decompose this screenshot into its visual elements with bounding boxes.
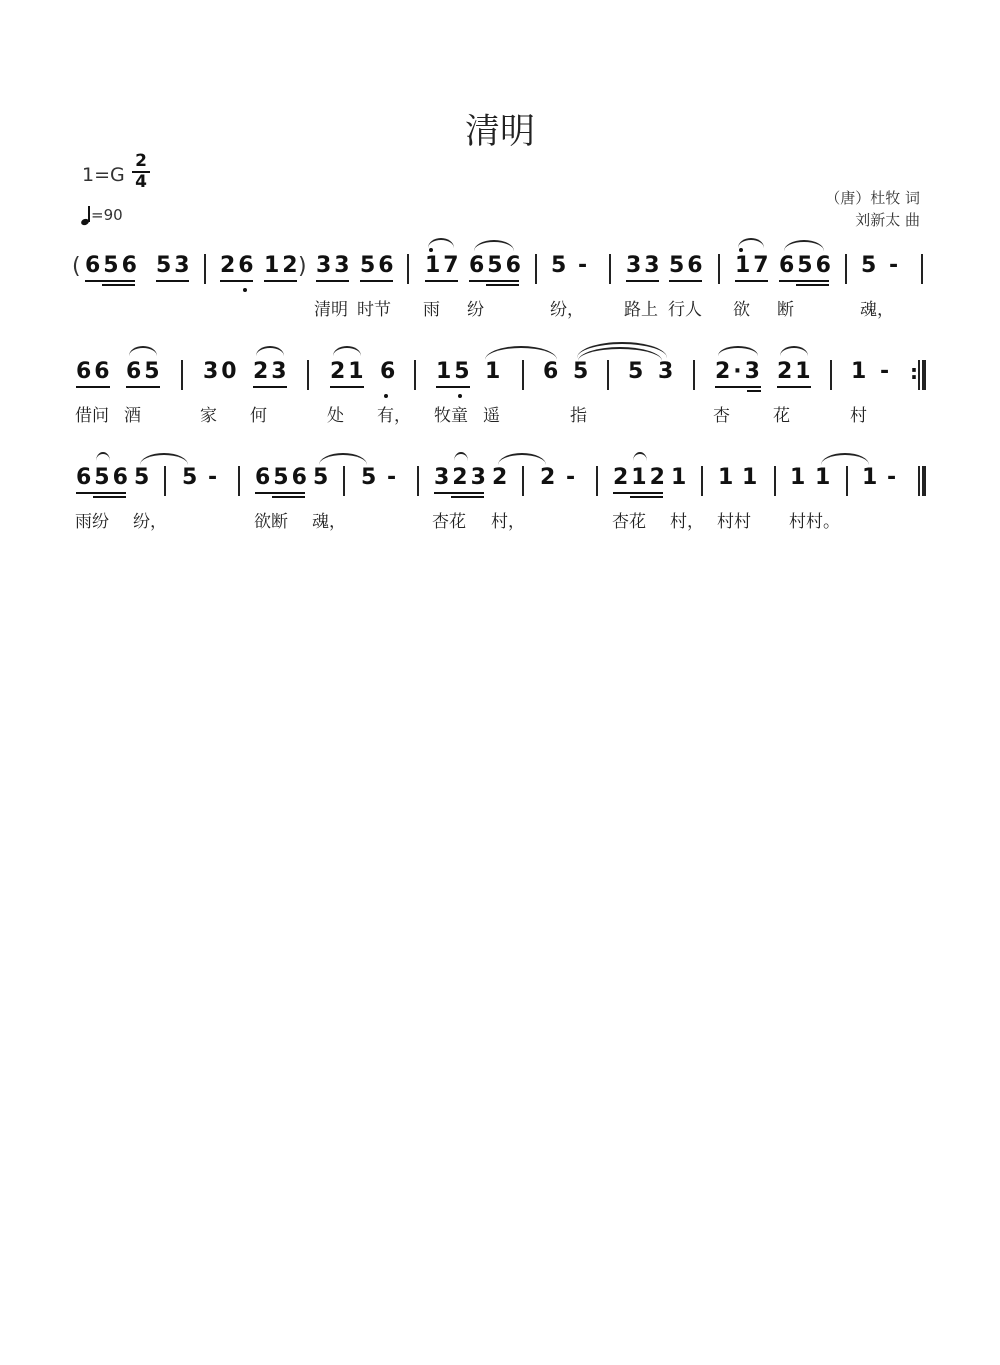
lyric: 断 bbox=[777, 300, 794, 320]
bar-line bbox=[607, 360, 609, 390]
dash: - bbox=[387, 465, 400, 490]
score-line-3 bbox=[0, 462, 1000, 552]
lyric: 杏花 bbox=[432, 512, 466, 532]
underline bbox=[735, 280, 768, 282]
paren-open: ( bbox=[72, 254, 81, 279]
bar-line bbox=[609, 254, 611, 284]
final-bar-line bbox=[922, 360, 926, 390]
note-group: 212 bbox=[613, 465, 668, 490]
lyric: 路上 bbox=[624, 300, 658, 320]
note-group: 26 bbox=[220, 253, 257, 278]
score-line-2 bbox=[0, 356, 1000, 446]
slur bbox=[474, 240, 514, 251]
note-group: 656 bbox=[76, 465, 131, 490]
paren-close: ) bbox=[298, 254, 307, 279]
note-group: 17 bbox=[425, 253, 462, 278]
lyric: 杏花 bbox=[612, 512, 646, 532]
note-group: 656 bbox=[469, 253, 524, 278]
note: 1 bbox=[862, 465, 881, 490]
underline bbox=[316, 280, 349, 282]
slur bbox=[428, 238, 454, 248]
bar-line bbox=[535, 254, 537, 284]
dash: - bbox=[208, 465, 221, 490]
underline bbox=[669, 280, 702, 282]
note-group: 323 bbox=[434, 465, 489, 490]
bar-line bbox=[830, 360, 832, 390]
note: 5 bbox=[313, 465, 332, 490]
note: 1 bbox=[742, 465, 761, 490]
underline bbox=[220, 280, 253, 282]
note: 5 bbox=[134, 465, 153, 490]
note-group: 656 bbox=[779, 253, 834, 278]
quarter-note-icon bbox=[81, 205, 91, 225]
note-group: 656 bbox=[85, 253, 140, 278]
dash: - bbox=[887, 465, 900, 490]
dash: - bbox=[578, 253, 591, 278]
bar-line bbox=[596, 466, 598, 496]
note: 5 bbox=[182, 465, 201, 490]
lyric: 借问 bbox=[75, 406, 109, 426]
bar-line bbox=[918, 360, 920, 390]
note: 6 bbox=[380, 359, 399, 384]
score-line-1 bbox=[0, 250, 1000, 340]
underline bbox=[613, 492, 663, 494]
bar-line bbox=[204, 254, 206, 284]
time-signature-top: 2 bbox=[135, 151, 147, 171]
slur bbox=[784, 240, 824, 251]
note: 1 bbox=[815, 465, 834, 490]
double-underline bbox=[272, 496, 305, 498]
underline bbox=[779, 280, 829, 282]
lyric: 杏 bbox=[713, 406, 730, 426]
slur bbox=[96, 452, 110, 461]
repeat-sign: : bbox=[910, 360, 918, 384]
underline bbox=[330, 386, 364, 388]
lyric: 雨 bbox=[423, 300, 440, 320]
lyric: 村， bbox=[670, 512, 704, 532]
bar-line bbox=[918, 466, 920, 496]
key-signature: 1=G bbox=[82, 164, 125, 186]
bar-line bbox=[701, 466, 703, 496]
lyric: 魂， bbox=[860, 300, 894, 320]
lyric: 处 bbox=[327, 406, 344, 426]
slur bbox=[129, 346, 157, 356]
note-group: 15 bbox=[436, 359, 473, 384]
page-title: 清明 bbox=[464, 112, 535, 152]
lyric: 行人 bbox=[668, 300, 702, 320]
note: 1 bbox=[851, 359, 870, 384]
time-signature bbox=[131, 152, 151, 192]
underline bbox=[626, 280, 659, 282]
underline bbox=[436, 386, 470, 388]
note: 1 bbox=[671, 465, 690, 490]
lyricist-credit: （唐）杜牧 词 bbox=[825, 189, 920, 207]
note: 1 bbox=[790, 465, 809, 490]
note: 5 bbox=[628, 359, 647, 384]
slur bbox=[633, 452, 647, 461]
bar-line bbox=[181, 360, 183, 390]
bar-line bbox=[307, 360, 309, 390]
lyric: 家 bbox=[200, 406, 217, 426]
slur bbox=[485, 346, 557, 360]
lyric: 花 bbox=[773, 406, 790, 426]
lyric: 酒 bbox=[124, 406, 141, 426]
note: 5 bbox=[551, 253, 570, 278]
underline bbox=[85, 280, 135, 282]
lyric: 村村。 bbox=[789, 512, 840, 532]
bar-line bbox=[845, 254, 847, 284]
lyric: 村， bbox=[491, 512, 525, 532]
slur bbox=[256, 346, 284, 356]
note: 1 bbox=[718, 465, 737, 490]
lyric: 欲 bbox=[733, 300, 750, 320]
bar-line bbox=[718, 254, 720, 284]
tempo-value: =90 bbox=[91, 206, 123, 224]
lyric: 村村 bbox=[717, 512, 751, 532]
lower-octave-dot bbox=[243, 288, 247, 292]
bar-line bbox=[417, 466, 419, 496]
bar-line bbox=[846, 466, 848, 496]
note: 2 bbox=[492, 465, 511, 490]
lower-octave-dot bbox=[384, 394, 388, 398]
underline bbox=[253, 386, 287, 388]
dash: - bbox=[566, 465, 579, 490]
lyric: 时节 bbox=[357, 300, 391, 320]
slur bbox=[454, 452, 468, 461]
note-group: 2·3 bbox=[715, 359, 763, 384]
lyric: 欲断 bbox=[254, 512, 288, 532]
bar-line bbox=[414, 360, 416, 390]
note: 3 bbox=[658, 359, 677, 384]
bar-line bbox=[693, 360, 695, 390]
note-group: 21 bbox=[777, 359, 814, 384]
note-group: 66 bbox=[76, 359, 113, 384]
bar-line bbox=[407, 254, 409, 284]
note-group: 53 bbox=[156, 253, 193, 278]
note-group: 12 bbox=[264, 253, 301, 278]
double-underline bbox=[93, 496, 126, 498]
lower-octave-dot bbox=[458, 394, 462, 398]
lyric: 牧童 bbox=[434, 406, 468, 426]
lyric: 魂， bbox=[312, 512, 346, 532]
bar-line bbox=[522, 360, 524, 390]
lyric: 纷， bbox=[133, 512, 167, 532]
note-group: 56 bbox=[360, 253, 397, 278]
lyric: 清明 bbox=[314, 300, 348, 320]
note: 1 bbox=[485, 359, 504, 384]
slur bbox=[718, 346, 758, 356]
underline bbox=[434, 492, 484, 494]
double-underline bbox=[486, 284, 519, 286]
dash: - bbox=[880, 359, 893, 384]
lyric: 纷， bbox=[550, 300, 584, 320]
note-group: 17 bbox=[735, 253, 772, 278]
note: 5 bbox=[361, 465, 380, 490]
bar-line bbox=[164, 466, 166, 496]
underline bbox=[777, 386, 811, 388]
slur bbox=[821, 453, 869, 465]
upper-octave-dot bbox=[429, 248, 433, 252]
double-underline bbox=[102, 284, 135, 286]
slur bbox=[333, 346, 361, 356]
dash: - bbox=[889, 253, 902, 278]
double-underline bbox=[630, 496, 663, 498]
note-group: 65 bbox=[126, 359, 163, 384]
note-group: 30 bbox=[203, 359, 240, 384]
note-group: 56 bbox=[669, 253, 706, 278]
note-group: 656 bbox=[255, 465, 310, 490]
tempo-marking bbox=[81, 205, 123, 225]
underline bbox=[76, 386, 110, 388]
underline bbox=[76, 492, 126, 494]
note: 5 bbox=[861, 253, 880, 278]
underline bbox=[126, 386, 160, 388]
underline bbox=[264, 280, 297, 282]
double-underline bbox=[747, 390, 761, 392]
underline bbox=[156, 280, 189, 282]
double-underline bbox=[451, 496, 484, 498]
note-group: 33 bbox=[316, 253, 353, 278]
note: 6 bbox=[543, 359, 562, 384]
underline bbox=[255, 492, 305, 494]
slur bbox=[140, 453, 188, 465]
lyric: 遥 bbox=[483, 406, 500, 426]
slur bbox=[738, 238, 764, 248]
bar-line bbox=[921, 254, 923, 284]
lyric: 纷 bbox=[467, 300, 484, 320]
bar-line bbox=[774, 466, 776, 496]
lyric: 有， bbox=[377, 406, 411, 426]
lyric: 雨纷 bbox=[75, 512, 109, 532]
lyric: 指 bbox=[570, 406, 587, 426]
slur bbox=[498, 453, 546, 465]
underline bbox=[360, 280, 393, 282]
slur bbox=[780, 346, 808, 356]
lyric: 何 bbox=[250, 406, 267, 426]
note-group: 23 bbox=[253, 359, 290, 384]
double-underline bbox=[796, 284, 829, 286]
slur bbox=[319, 453, 367, 465]
note: 2 bbox=[540, 465, 559, 490]
underline bbox=[469, 280, 519, 282]
upper-octave-dot bbox=[739, 248, 743, 252]
bar-line bbox=[343, 466, 345, 496]
lyric: 村 bbox=[850, 406, 867, 426]
composer-credit: 刘新太 曲 bbox=[855, 211, 920, 229]
underline bbox=[715, 386, 761, 388]
note: 5 bbox=[573, 359, 592, 384]
final-bar-line bbox=[922, 466, 926, 496]
time-signature-bottom: 4 bbox=[135, 172, 147, 192]
bar-line bbox=[522, 466, 524, 496]
bar-line bbox=[238, 466, 240, 496]
underline bbox=[425, 280, 458, 282]
note-group: 21 bbox=[330, 359, 367, 384]
note-group: 33 bbox=[626, 253, 663, 278]
